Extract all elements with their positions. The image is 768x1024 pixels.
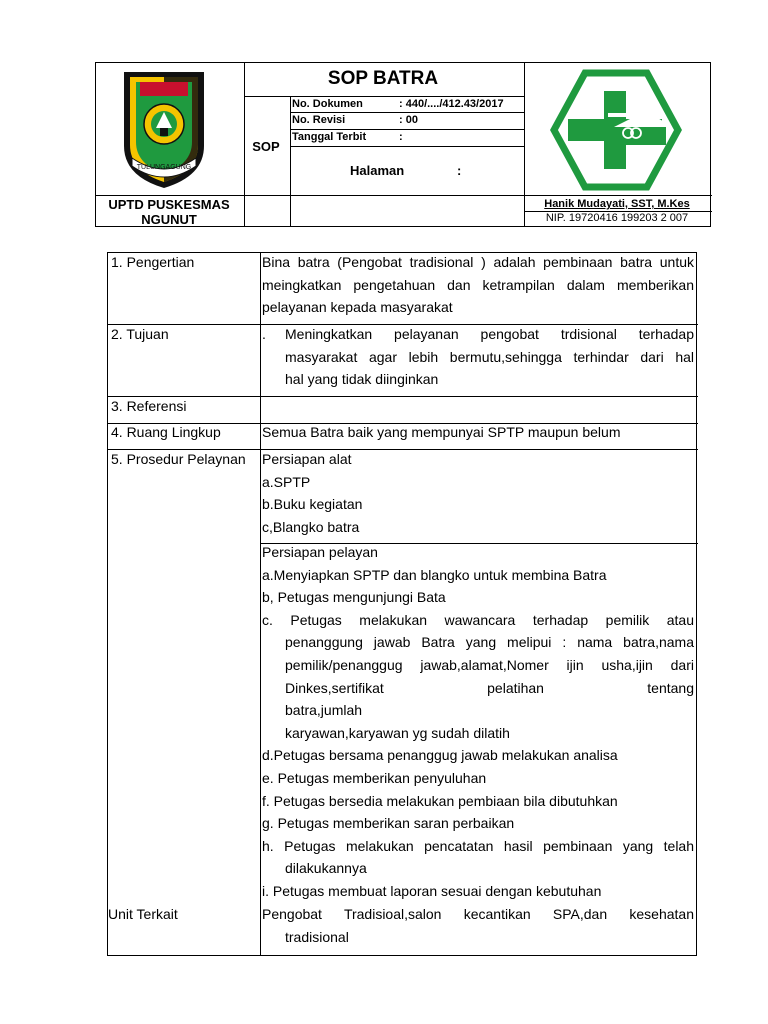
signer-name: Hanik Mudayati, SST, M.Kes: [544, 198, 690, 210]
list-item: c,Blangko batra: [262, 518, 360, 535]
halaman-label: Halaman: [350, 163, 405, 178]
page-title: SOP BATRA: [327, 68, 439, 89]
tujuan-line: hal yang tidak diinginkan: [285, 371, 439, 388]
organization-name: [95, 197, 243, 227]
list-item-cont: karyawan,karyawan yg sudah dilatih: [285, 724, 510, 741]
list-item: f. Petugas bersedia melakukan pembiaan bila dibutuhkan: [262, 792, 618, 809]
logo-ribbon-text: TULUNGAGUNG: [136, 164, 192, 171]
no-dokumen-label: No. Dokumen: [292, 98, 363, 110]
ruang-lingkup-content: Semua Batra baik yang mempunyai SPTP maupun belum: [262, 424, 621, 440]
pengertian-line: meingkatkan pengetahuan dan ketrampilan dalam memberikan: [262, 276, 694, 293]
list-item: g. Petugas memberikan saran perbaikan: [262, 815, 515, 832]
tujuan-line: Meningkatkan pelayanan pengobat trdisional terhadap: [285, 326, 694, 342]
org-line-2: NGUNUT: [141, 212, 197, 227]
tujuan-line: masyarakat agar lebih bermutu,sehingga terhindar dari hal: [285, 348, 694, 365]
org-line-1: UPTD PUSKESMAS: [108, 197, 230, 212]
list-item: b, Petugas mengunjungi Bata: [262, 589, 446, 606]
no-dokumen-value: : 440/..../412.43/2017: [399, 98, 504, 110]
tanggal-terbit-label: Tanggal Terbit: [292, 131, 367, 143]
row-label-unit-terkait: Unit Terkait: [108, 906, 178, 922]
list-item-cont: pemilik/penanggug jawab,alamat,Nomer ijin usha,ijin dari: [285, 656, 694, 673]
signer-nip: NIP. 19720416 199203 2 007: [545, 212, 689, 224]
list-item: i. Petugas membuat laporan sesuai dengan kebutuhan: [262, 882, 602, 899]
unit-line: Pengobat Tradisioal,salon kecantikan SPA,dan kesehatan: [262, 906, 694, 922]
kabupaten-logo: [118, 68, 210, 190]
persiapan-alat-list: [262, 448, 362, 538]
list-item: c. Petugas melakukan wawancara terhadap pemilik atau: [262, 611, 694, 628]
row-label-prosedur: 5. Prosedur Pelaynan: [111, 451, 246, 467]
list-item: a.SPTP: [262, 473, 311, 490]
list-item: d.Petugas bersama penanggug jawab melakukan analisa: [262, 747, 618, 764]
row-label-pengertian: 1. Pengertian: [111, 254, 195, 270]
pengertian-line: Bina batra (Pengobat tradisional ) adalah pembinaan batra untuk: [262, 254, 694, 270]
list-item: h. Petugas melakukan pencatatan hasil pembinaan yang telah: [262, 837, 694, 854]
pengertian-line: pelayanan kepada masyarakat: [262, 299, 453, 316]
tujuan-content: [285, 323, 694, 391]
pengertian-content: [262, 251, 694, 319]
tujuan-bullet: .: [262, 326, 266, 342]
shield-red-band: [140, 82, 188, 96]
persiapan-pelayan-list: [262, 541, 694, 903]
puskesmas-logo: [548, 67, 684, 193]
unit-terkait-content: [262, 903, 694, 948]
list-item: e. Petugas memberikan penyuluhan: [262, 769, 487, 786]
tanggal-terbit-value: :: [399, 131, 403, 143]
no-revisi-value: : 00: [399, 114, 418, 126]
unit-line: tradisional: [285, 928, 349, 945]
row-label-referensi: 3. Referensi: [111, 398, 187, 414]
row-label-tujuan: 2. Tujuan: [111, 326, 169, 342]
list-item-cont: penanggung jawab Batra yang melipui : nama batra,nama: [285, 634, 694, 651]
sop-label: SOP: [252, 139, 280, 154]
list-item: Persiapan alat: [262, 451, 352, 467]
halaman-colon: :: [457, 163, 462, 178]
list-item-cont: dilakukannya: [285, 860, 367, 877]
no-revisi-label: No. Revisi: [292, 114, 346, 126]
list-heading: Persiapan pelayan: [262, 544, 378, 560]
list-item: b.Buku kegiatan: [262, 496, 363, 513]
list-item-cont: Dinkes,sertifikat pelatihan tentang batra,jumlah: [285, 679, 694, 719]
row-label-ruang-lingkup: 4. Ruang Lingkup: [111, 424, 221, 440]
list-item: a.Menyiapkan SPTP dan blangko untuk membina Batra: [262, 566, 607, 583]
